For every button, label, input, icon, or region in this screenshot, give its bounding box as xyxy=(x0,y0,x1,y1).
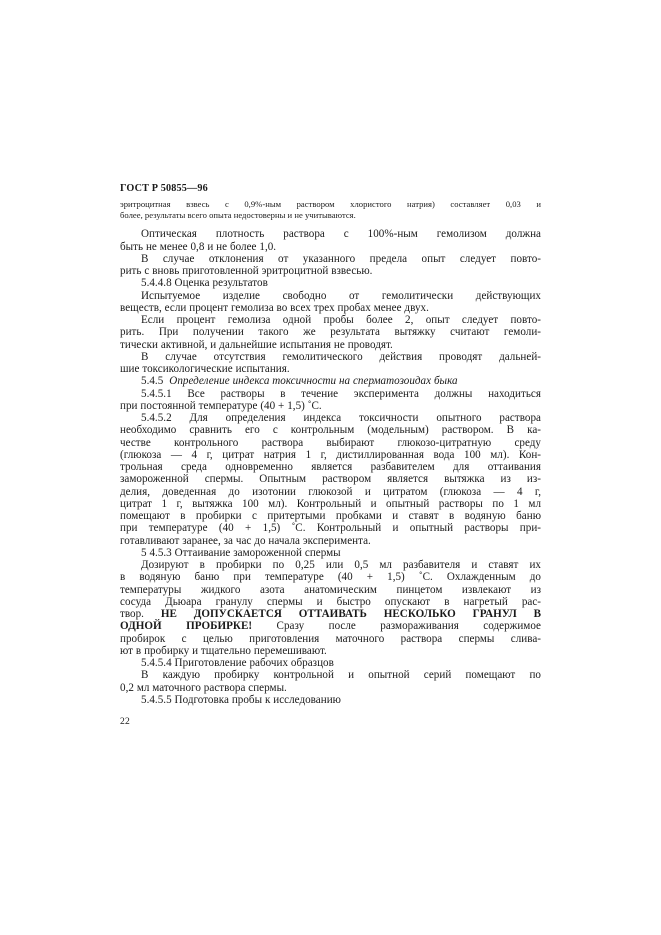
paragraph-hemolysis-over-two xyxy=(120,314,541,351)
paragraph-working-samples xyxy=(120,669,541,694)
clause-heading: 5.4.5.5 Подготовка пробы к исследованию xyxy=(141,693,341,706)
paragraph-line: температуры жидкого азота анатомическим пинцетом извлекают из xyxy=(120,583,541,596)
paragraph-line: 0,2 мл маточного раствора спермы. xyxy=(120,681,287,694)
paragraph-line: быть не менее 0,8 и не более 1,0. xyxy=(120,240,277,253)
paragraph-line: веществ, если процент гемолиза во всех трех пробах менее двух. xyxy=(120,301,429,314)
warning-text: НЕ ДОПУСКАЕТСЯ ОТТАИВАТЬ НЕСКОЛЬКО ГРАНУЛ В xyxy=(160,608,541,621)
paragraph-line: Если процент гемолиза одной пробы более 2, опыт следует повто- xyxy=(141,314,541,327)
paragraph-line: цитрат 1 г, вытяжка 100 мл). Контрольный и опытный растворы по 1 мл xyxy=(120,497,541,510)
paragraph-line: замороженной спермы. Опытным раствором является вытяжка из из- xyxy=(120,473,541,486)
running-head: ГОСТ Р 50855—96 xyxy=(120,183,208,194)
heading-5-4-4-8 xyxy=(120,277,541,289)
paragraph-line: эритроцитная взвесь с 0,9%-ным раствором хлористого натрия) составляет 0,03 и xyxy=(120,199,541,209)
paragraph-line: готавливают заранее, за час до начала эксперимента. xyxy=(120,534,371,547)
clause-number: 5.4.5 xyxy=(141,375,164,388)
heading-5-4-5-3 xyxy=(120,547,541,559)
paragraph-line: сосуда Дьюара гранулу спермы и быстро опускают в нагретый рас- xyxy=(120,595,541,608)
heading-5-4-5 xyxy=(120,375,541,387)
paragraph-thawing-procedure xyxy=(120,559,541,657)
paragraph-line: Дозируют в пробирки по 0,25 или 0,5 мл разбавителя и ставят их xyxy=(141,559,541,572)
page-number: 22 xyxy=(120,716,130,727)
warning-suffix: Сразу после размораживания содержимое xyxy=(252,620,541,633)
paragraph-line: пробирок с целью приготовления маточного раствора спермы слива- xyxy=(120,632,541,645)
paragraph-line: честве контрольного раствора выбирают глюкозо-цитратную среду xyxy=(120,436,541,449)
clause-title: Определение индекса токсичности на сперматозоидах быка xyxy=(169,375,458,388)
paragraph-line: рить. При получении такого же результата вытяжку считают гемоли- xyxy=(120,326,541,339)
clause-heading: 5.4.5.4 Приготовление рабочих образцов xyxy=(141,657,334,670)
paragraph-5-4-5-2 xyxy=(120,412,541,547)
paragraph-line-warning-start xyxy=(120,608,541,620)
paragraph-line: тически активной, и дальнейшие испытания не проводят. xyxy=(120,338,393,351)
paragraph-line: В случае отклонения от указанного предела опыт следует повто- xyxy=(141,252,541,265)
paragraph-continuation xyxy=(120,199,541,221)
paragraph-5-4-5-1 xyxy=(120,388,541,413)
paragraph-line: при постоянной температуре (40 + 1,5) ˚С. xyxy=(120,399,322,412)
paragraph-line: помещают в пробирки с притертыми пробками и ставят в водяную баню xyxy=(120,510,541,523)
paragraph-line: рить с вновь приготовленной эритроцитной взвесью. xyxy=(120,265,373,278)
text-column xyxy=(120,199,541,706)
paragraph-line-warning-end xyxy=(120,620,541,632)
paragraph-line: делия, доведенная до изотонии глюкозой и цитратом (глюкоза — 4 г, xyxy=(120,485,541,498)
heading-5-4-5-4 xyxy=(120,657,541,669)
paragraph-line: 5.4.5.2 Для определения индекса токсичности опытного раствора xyxy=(141,412,541,425)
warning-prefix: твор. xyxy=(120,608,161,621)
paragraph-line: шие токсикологические испытания. xyxy=(120,363,290,376)
clause-heading xyxy=(120,375,541,387)
paragraph-line: В случае отсутствия гемолитического действия проводят дальней- xyxy=(141,350,541,363)
paragraph-deviation-repeat xyxy=(120,253,541,278)
clause-heading: 5 4.5.3 Оттаивание замороженной спермы xyxy=(141,546,341,559)
paragraph-line: более, результаты всего опыта недостоверны и не учитываются. xyxy=(120,210,356,221)
clause-heading: 5.4.4.8 Оценка результатов xyxy=(141,277,268,290)
paragraph-line: В каждую пробирку контрольной и опытной серий помещают по xyxy=(141,669,541,682)
paragraph-line: Оптическая плотность раствора с 100%-ным гемолизом должна xyxy=(141,228,541,241)
heading-5-4-5-5 xyxy=(120,694,541,706)
paragraph-line: трольная среда одновременно является разбавителем для оттаивания xyxy=(120,461,541,474)
paragraph-line: (глюкоза — 4 г, цитрат натрия 1 г, дистиллированная вода 100 мл). Кон- xyxy=(120,448,541,461)
paragraph-optical-density xyxy=(120,228,541,253)
paragraph-no-hemolytic-action xyxy=(120,351,541,376)
warning-text: ОДНОЙ ПРОБИРКЕ! xyxy=(120,620,253,633)
paragraph-line: 5.4.5.1 Все растворы в течение эксперимента должны находиться xyxy=(141,387,541,400)
paragraph-line: необходимо сравнить его с контрольным (модельным) раствором. В ка- xyxy=(120,424,541,437)
paragraph-free-of-hemolytic xyxy=(120,290,541,315)
paragraph-line: Испытуемое изделие свободно от гемолитически действующих xyxy=(141,289,541,302)
paragraph-line: в водяную баню при температуре (40 + 1,5) ˚С. Охлажденным до xyxy=(120,571,541,584)
paragraph-line: ют в пробирку и тщательно перемешивают. xyxy=(120,644,327,657)
paragraph-line: при температуре (40 + 1,5) ˚С. Контрольный и опытный растворы при- xyxy=(120,522,541,535)
